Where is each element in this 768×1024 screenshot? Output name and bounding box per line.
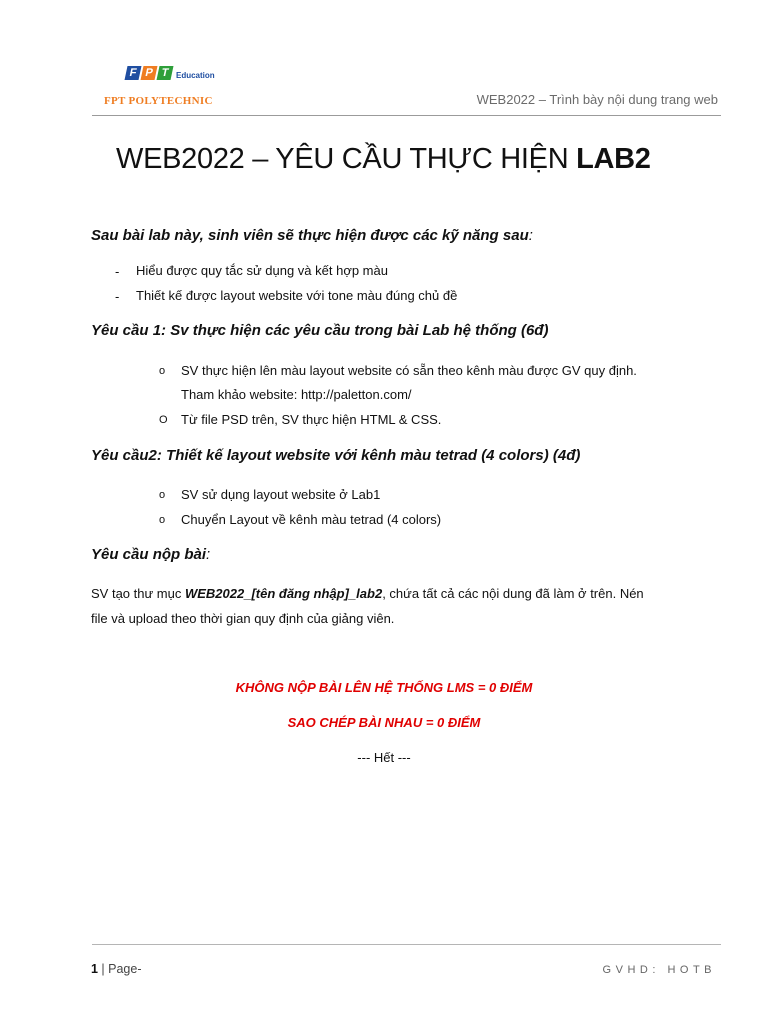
submission-folder-name: WEB2022_[tên đăng nhập]_lab2 [184, 586, 383, 601]
bullet-circle: o [159, 365, 166, 377]
list-item: Từ file PSD trên, SV thực hiện HTML & CSS. [181, 412, 442, 427]
logo-letter-t: T [157, 66, 174, 80]
page-number-value: 1 [91, 962, 98, 976]
intro-heading [91, 227, 533, 244]
intro-text: Sau bài lab này, sinh viên sẽ thực hiện được các kỹ năng sau [91, 227, 529, 244]
footer-author: GVHD: HOTB [602, 964, 716, 976]
running-header: WEB2022 – Trình bày nội dung trang web [476, 92, 718, 107]
logo-brand-name: FPT POLYTECHNIC [104, 95, 213, 107]
fpt-polytechnic-logo [104, 66, 234, 110]
intro-colon: : [528, 227, 533, 244]
submission-text-pre: SV tạo thư mục [91, 586, 185, 601]
requirement-2-text: : Thiết kế layout website với kênh màu tetrad (4 colors) (4đ) [156, 447, 581, 464]
list-item: Thiết kế được layout website với tone màu đúng chủ đề [136, 288, 458, 303]
submission-text-line-1 [91, 586, 644, 601]
requirement-2-label: Yêu cầu2 [91, 447, 157, 464]
fpt-logo-mark [126, 66, 172, 84]
warning-plagiarism: SAO CHÉP BÀI NHAU = 0 ĐIỂM [287, 715, 481, 730]
title-main: WEB2022 – YÊU CẦU THỰC HIỆN [116, 143, 577, 175]
page-title [116, 143, 651, 176]
bullet-dash: - [115, 289, 120, 304]
list-item: SV sử dụng layout website ở Lab1 [181, 487, 381, 502]
list-item: Tham khảo website: http://paletton.com/ [181, 387, 412, 402]
bullet-dash: - [115, 264, 120, 279]
bullet-circle: o [159, 514, 166, 526]
logo-letter-p: P [141, 66, 158, 80]
page-number [91, 962, 142, 976]
submission-label: Yêu cầu nộp bài [91, 546, 207, 563]
submission-heading [91, 546, 210, 563]
header-divider [92, 115, 721, 116]
end-marker: --- Hết --- [357, 750, 411, 765]
list-item: Hiểu được quy tắc sử dụng và kết hợp màu [136, 263, 388, 278]
list-item: Chuyển Layout về kênh màu tetrad (4 colors) [181, 512, 442, 527]
list-item: SV thực hiện lên màu layout website có sẵn theo kênh màu được GV quy định. [181, 363, 637, 378]
submission-colon: : [206, 546, 211, 563]
footer-divider [92, 944, 721, 945]
page-label: | Page- [97, 962, 142, 976]
warning-no-submit: KHÔNG NỘP BÀI LÊN HỆ THỐNG LMS = 0 ĐIỂM [235, 680, 533, 695]
requirement-1-text: : Sv thực hiện các yêu cầu trong bài Lab hệ thống (6đ) [161, 322, 549, 339]
logo-education-label: Education [176, 71, 215, 80]
bullet-circle: O [159, 414, 168, 426]
submission-text-line-2: file và upload theo thời gian quy định của giảng viên. [91, 611, 395, 626]
submission-text-post: , chứa tất cả các nội dung đã làm ở trên. Nén [382, 586, 644, 601]
logo-letter-f: F [125, 66, 142, 80]
requirement-1-label: Yêu cầu 1 [91, 322, 162, 339]
title-bold: LAB2 [576, 143, 651, 175]
requirement-2-heading [91, 447, 580, 464]
requirement-1-heading [91, 322, 548, 339]
bullet-circle: o [159, 489, 166, 501]
